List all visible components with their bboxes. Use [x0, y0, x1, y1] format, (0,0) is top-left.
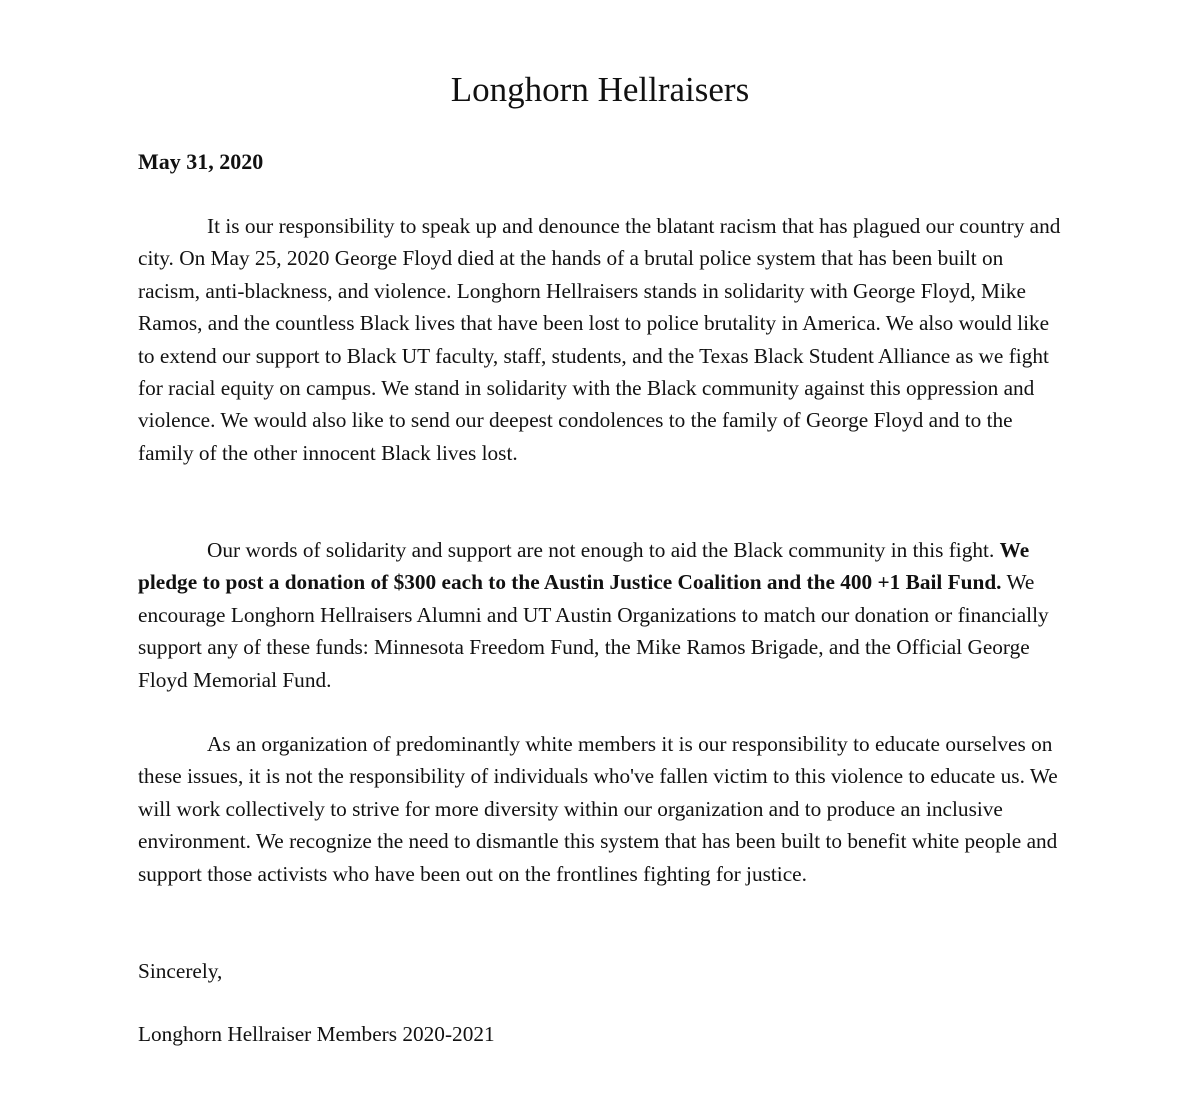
paragraph-solidarity: It is our responsibility to speak up and denounce the blatant racism that has plagued our country and city. On May 25, 2020 George Floyd died at the hands of a brutal police system that has been built on racism, anti-blackness, and violence. Longhorn Hellraisers stands in solidarity with George Floyd, Mike Ramos, and the countless Black lives that have been lost to police brutality in America. We also would like to extend our support to Black UT faculty, staff, students, and the Texas Black Student Alliance as we fight for racial equity on campus. We stand in solidarity with the Black community against this oppression and violence. We would also like to send our deepest condolences to the family of George Floyd and to the family of the other innocent Black lives lost. [138, 214, 1061, 465]
closing-salutation: Sincerely, [138, 959, 223, 983]
letter-date: May 31, 2020 [138, 149, 264, 174]
paragraph-responsibility: As an organization of predominantly white members it is our responsibility to educate ourselves on these issues, it is not the responsibility of individuals who've fallen victim to this violence to educate us. We will work collectively to strive for more diversity within our organization and to produce an inclusive environment. We recognize the need to dismantle this system that has been built to benefit white people and support those activists who have been out on the frontlines fighting for justice. [138, 732, 1058, 886]
paragraph-donation-lead: Our words of solidarity and support are not enough to aid the Black community in this fight. [207, 538, 1000, 562]
document-title: Longhorn Hellraisers [450, 70, 750, 109]
signature: Longhorn Hellraiser Members 2020-2021 [138, 1022, 495, 1046]
paragraph-donation [138, 534, 1068, 696]
paragraph-donation-rest: We encourage Longhorn Hellraisers Alumni and UT Austin Organizations to match our donation or financially support any of these funds: Minnesota Freedom Fund, the Mike Ramos Brigade, and the Official George Floyd Memorial Fund. [138, 570, 1049, 692]
donation-pledge-bold: We pledge to post a donation of $300 each to the Austin Justice Coalition and the 400 +1 Bail Fund. [138, 538, 1030, 595]
